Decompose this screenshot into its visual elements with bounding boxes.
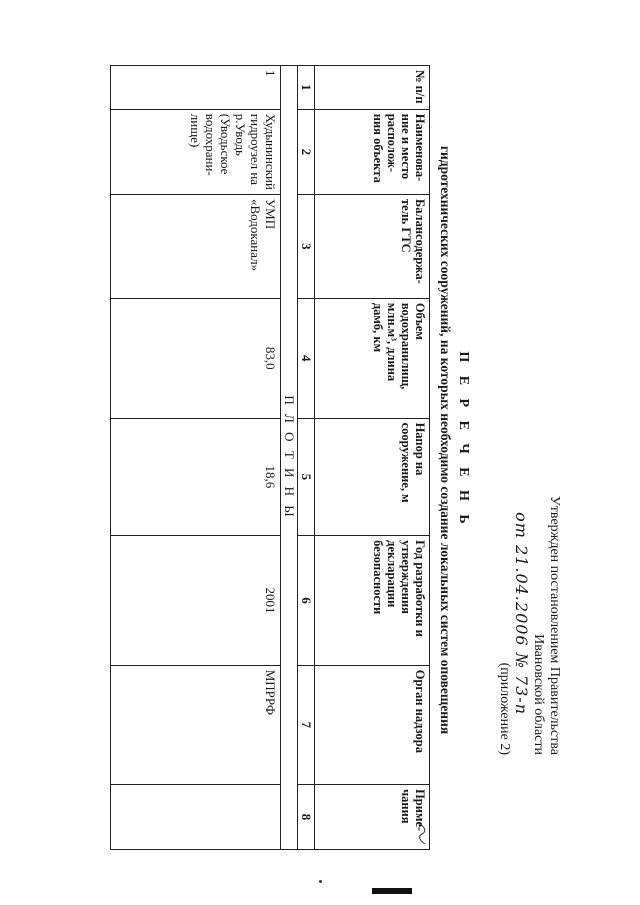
col-number: 1 (298, 66, 315, 110)
scan-edge-mark (372, 888, 412, 894)
column-number-row (298, 66, 315, 850)
col-number: 5 (298, 418, 315, 536)
title-subtitle: гидротехнических сооружений, на которых необходимо создание локальных систем оповещения (438, 145, 453, 735)
col-number: 8 (298, 785, 315, 850)
header-notes: Приме-чания (315, 785, 430, 850)
section-row (281, 66, 298, 850)
cell-head: 18,6 (111, 418, 281, 536)
header-authority: Орган надзора (315, 665, 430, 784)
header-name: Наименова-ние и место располож-ния объекта (315, 109, 430, 194)
section-title: П Л О Т И Н Ы (281, 66, 298, 850)
approval-date-number: от 21.04.2006 № 73-п (512, 512, 531, 715)
cell-name: Худынинский гидроузел на р.Уводь (Уводьское водохрани-лище) (111, 109, 281, 194)
cell-authority: МПРРФ (111, 665, 281, 784)
cell-notes (111, 785, 281, 850)
col-number: 4 (298, 298, 315, 418)
gts-table (110, 65, 430, 850)
approval-line-2: Ивановской области (531, 634, 546, 755)
header-year: Год разработки и утверждения декларации безопасности (315, 536, 430, 666)
col-number: 7 (298, 665, 315, 784)
col-number: 3 (298, 194, 315, 298)
col-number: 6 (298, 536, 315, 666)
header-head: Напор на сооружение, м (315, 418, 430, 536)
scan-speck (319, 880, 322, 883)
cell-owner: УМП «Водоканал» (111, 194, 281, 298)
cell-num: 1 (111, 66, 281, 110)
cell-volume: 83,0 (111, 298, 281, 418)
title-main: П Е Р Е Ч Е Н Ь (456, 351, 471, 529)
document-title (436, 60, 472, 820)
header-num: № п/п (315, 66, 430, 110)
approval-line-1: Утвержден постановлением Правительства (547, 495, 562, 755)
table-row (111, 66, 281, 850)
approval-stamp (496, 455, 562, 755)
header-owner: Балансодержа-тель ГТС (315, 194, 430, 298)
col-number: 2 (298, 109, 315, 194)
table-header-row (315, 66, 430, 850)
approval-appendix: (приложение 2) (497, 662, 512, 755)
cell-year: 2001 (111, 536, 281, 666)
handwritten-mark (418, 822, 428, 846)
header-volume: Объем водохранилищ, млн.м³, длина дамб, км (315, 298, 430, 418)
